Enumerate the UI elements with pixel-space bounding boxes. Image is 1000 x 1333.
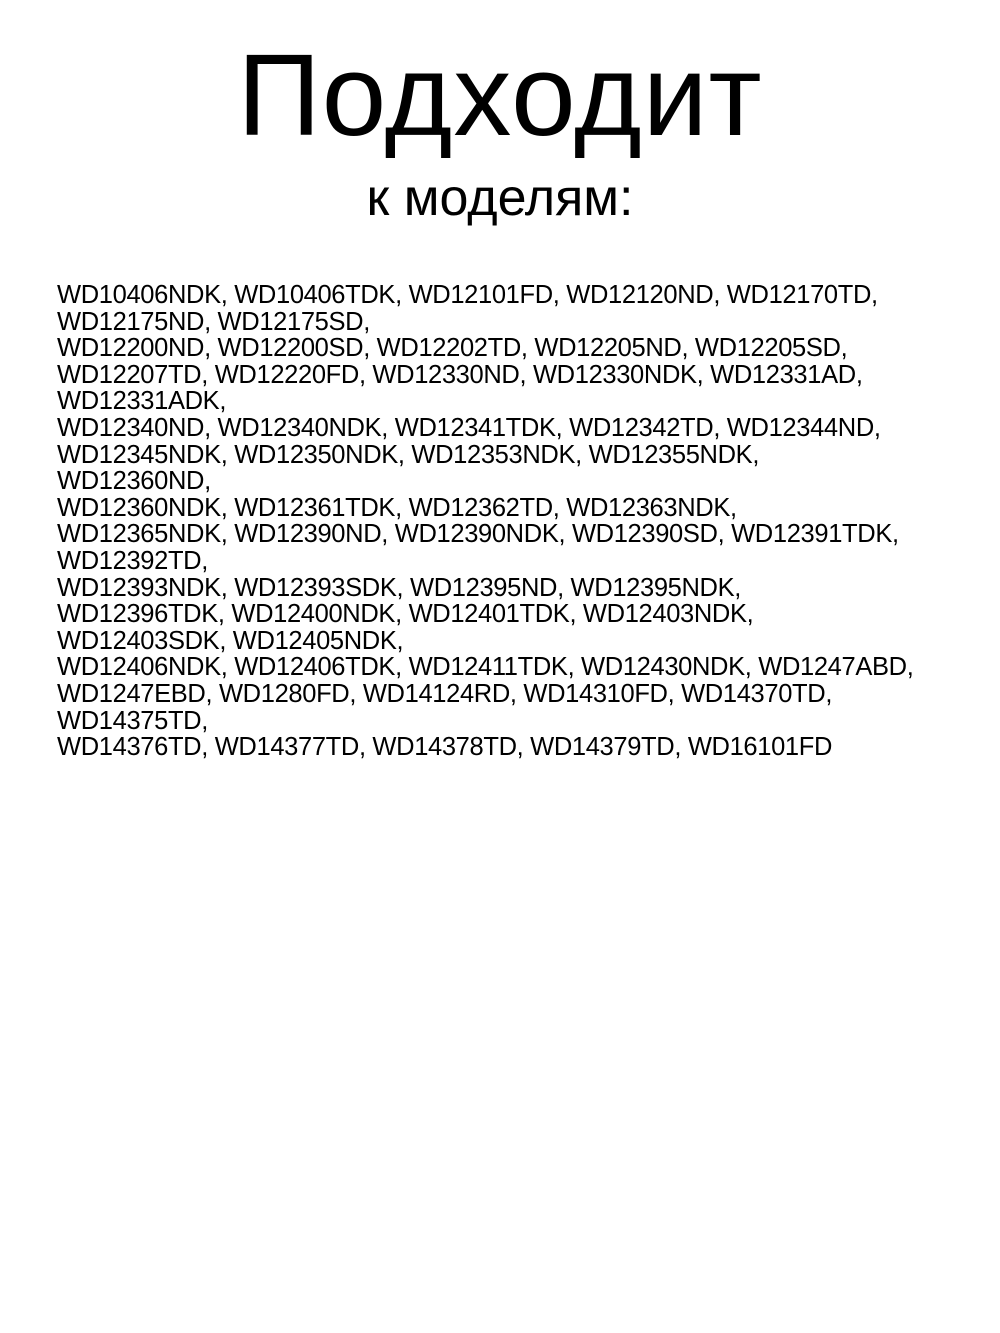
model-list-line: WD12392TD,	[57, 546, 208, 575]
model-list-line: WD12207TD, WD12220FD, WD12330ND, WD12330NDK, WD12331AD,	[57, 360, 863, 389]
model-list-line: WD12393NDK, WD12393SDK, WD12395ND, WD12395NDK,	[57, 573, 742, 602]
page-title: Подходит	[237, 30, 763, 160]
model-list-line: WD14375TD,	[57, 706, 208, 735]
model-list-line: WD12360NDK, WD12361TDK, WD12362TD, WD12363NDK,	[57, 493, 737, 522]
page-subtitle: к моделям:	[366, 169, 634, 227]
model-list-line: WD1247EBD, WD1280FD, WD14124RD, WD14310FD, WD14370TD,	[57, 679, 833, 708]
model-list-line: WD12175ND, WD12175SD,	[57, 307, 370, 336]
model-list-line: WD12406NDK, WD12406TDK, WD12411TDK, WD12430NDK, WD1247ABD,	[57, 653, 914, 682]
model-list-line: WD12403SDK, WD12405NDK,	[57, 626, 404, 655]
model-list-line: WD12340ND, WD12340NDK, WD12341TDK, WD12342TD, WD12344ND,	[57, 413, 881, 442]
model-list-line: WD12396TDK, WD12400NDK, WD12401TDK, WD12403NDK,	[57, 600, 754, 629]
model-list-line: WD12200ND, WD12200SD, WD12202TD, WD12205ND, WD12205SD,	[57, 334, 848, 363]
model-list-line: WD12331ADK,	[57, 387, 227, 416]
model-list	[57, 282, 997, 761]
model-list-line: WD12345NDK, WD12350NDK, WD12353NDK, WD12355NDK,	[57, 440, 760, 469]
model-list-line: WD10406NDK, WD10406TDK, WD12101FD, WD12120ND, WD12170TD,	[57, 281, 878, 309]
model-list-line: WD12360ND,	[57, 467, 211, 496]
model-list-line: WD14376TD, WD14377TD, WD14378TD, WD14379TD, WD16101FD	[57, 733, 833, 762]
model-list-line: WD12365NDK, WD12390ND, WD12390NDK, WD12390SD, WD12391TDK,	[57, 520, 899, 549]
